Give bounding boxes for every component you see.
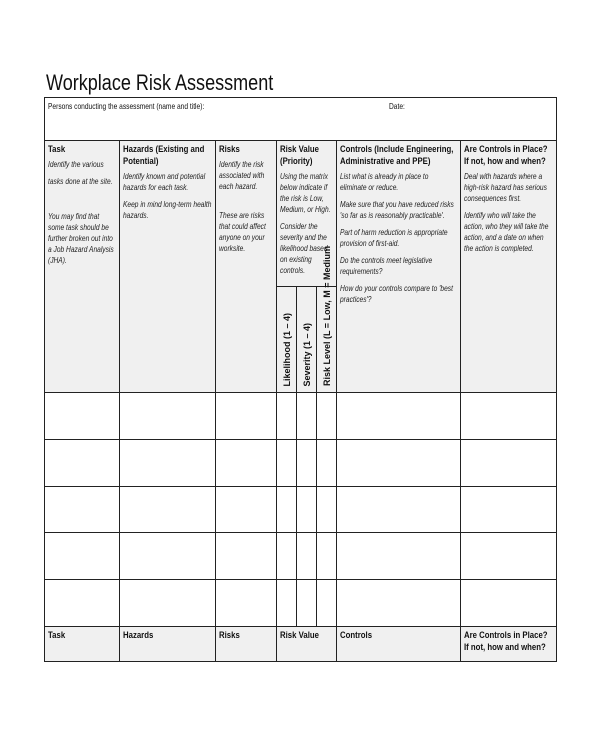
persons-date-field[interactable]: [45, 98, 557, 141]
risks-header-cell: [216, 140, 277, 393]
hint-line: tasks done at the site.: [48, 175, 113, 186]
risks-input-cell[interactable]: [216, 393, 277, 440]
footer-row: [45, 626, 557, 661]
persons-row: [45, 98, 557, 141]
footer-hazards: Hazards: [123, 629, 154, 641]
severity-subcolumn: [296, 287, 316, 393]
hazards-header: Hazards (Existing and Potential): [123, 143, 205, 167]
controls-input-cell[interactable]: [337, 580, 461, 627]
hint-line: Identify the various: [48, 158, 104, 169]
hint-line: Using the matrix below indicate if the risk is Low, Medium, or High.: [280, 170, 331, 214]
hazards-input-cell[interactable]: [120, 393, 216, 440]
controls-input-cell[interactable]: [337, 440, 461, 487]
controls-hint: [340, 171, 457, 305]
controls-header: Controls (Include Engineering, Administrative and PPE): [340, 143, 454, 167]
in-place-input-cell[interactable]: [461, 486, 557, 533]
in-place-header: Are Controls in Place? If not, how and when?: [464, 143, 548, 167]
hint-line: Identify who will take the action, who they will take the action, and a date on when the action is completed.: [464, 209, 549, 253]
controls-input-cell[interactable]: [337, 533, 461, 580]
hazards-input-cell[interactable]: [120, 580, 216, 627]
risk-level-text: Risk Level (L = Low, M = Medium: [321, 246, 332, 387]
severity-label: Severity (1 – 4): [301, 322, 312, 387]
hint-line: Part of harm reduction is appropriate provision of first-aid.: [340, 226, 448, 248]
risk-value-input-cell[interactable]: [277, 533, 337, 580]
document-title: Workplace Risk Assessment: [46, 70, 274, 95]
controls-header-cell: [337, 140, 461, 393]
header-row: [45, 140, 557, 393]
risk-assessment-table: [44, 97, 557, 662]
hint-line: Identify known and potential hazards for each task.: [123, 170, 206, 192]
hazards-hint: [123, 171, 212, 221]
risks-hint: [219, 159, 273, 254]
task-input-cell[interactable]: [45, 533, 120, 580]
task-header: Task: [48, 143, 66, 155]
footer-risk-value: Risk Value: [280, 629, 319, 641]
table-row: [45, 486, 557, 533]
task-hint: [48, 159, 116, 266]
risk-level-subcolumn: [316, 246, 336, 393]
risks-input-cell[interactable]: [216, 533, 277, 580]
hint-line: Make sure that you have reduced risks 'so far as is reasonably practicable'.: [340, 198, 454, 220]
risks-input-cell[interactable]: [216, 440, 277, 487]
hint-line: Do the controls meet legislative requirements?: [340, 254, 433, 276]
hint-line: How do your controls compare to 'best practices'?: [340, 282, 453, 304]
persons-label: Persons conducting the assessment (name and title):: [48, 101, 205, 111]
risk-value-header-cell: [277, 140, 337, 393]
risk-level-label: [322, 246, 332, 386]
hint-line: List what is already in place to eliminate or reduce.: [340, 170, 429, 192]
table-row: [45, 580, 557, 627]
hazards-input-cell[interactable]: [120, 440, 216, 487]
likelihood-subcolumn: [277, 287, 296, 393]
hazards-input-cell[interactable]: [120, 533, 216, 580]
footer-hazards-cell: [120, 626, 216, 661]
risk-value-input-cell[interactable]: [277, 440, 337, 487]
hint-line: Consider the severity and the likelihood based on existing controls.: [280, 220, 328, 275]
in-place-header-cell: [461, 140, 557, 393]
table-row: [45, 533, 557, 580]
in-place-input-cell[interactable]: [461, 580, 557, 627]
task-header-cell: [45, 140, 120, 393]
hint-line: Identify the risk associated with each hazard.: [219, 158, 265, 191]
controls-input-cell[interactable]: [337, 486, 461, 533]
footer-controls-cell: [337, 626, 461, 661]
hint-line: Keep in mind long-term health hazards.: [123, 198, 212, 220]
in-place-input-cell[interactable]: [461, 533, 557, 580]
hint-line: These are risks that could affect anyone on your worksite.: [219, 209, 266, 253]
footer-in-place-cell: [461, 626, 557, 661]
footer-risks: Risks: [219, 629, 240, 641]
footer-risk-value-cell: [277, 626, 337, 661]
risk-value-input-cell[interactable]: [277, 580, 337, 627]
hazards-input-cell[interactable]: [120, 486, 216, 533]
in-place-hint: [464, 171, 553, 254]
in-place-input-cell[interactable]: [461, 393, 557, 440]
footer-task-cell: [45, 626, 120, 661]
hazards-header-cell: [120, 140, 216, 393]
risks-input-cell[interactable]: [216, 580, 277, 627]
risk-value-input-cell[interactable]: [277, 393, 337, 440]
controls-input-cell[interactable]: [337, 393, 461, 440]
hint-line: You may find that some task should be further broken out into a Job Hazard Analysis (JHA).: [48, 210, 114, 265]
footer-risks-cell: [216, 626, 277, 661]
task-input-cell[interactable]: [45, 486, 120, 533]
risks-header: Risks: [219, 143, 240, 155]
task-input-cell[interactable]: [45, 393, 120, 440]
in-place-input-cell[interactable]: [461, 440, 557, 487]
task-input-cell[interactable]: [45, 580, 120, 627]
risks-input-cell[interactable]: [216, 486, 277, 533]
footer-controls: Controls: [340, 629, 373, 641]
task-input-cell[interactable]: [45, 440, 120, 487]
table-row: [45, 440, 557, 487]
hint-line: Deal with hazards where a high-risk hazard has serious consequences first.: [464, 170, 547, 203]
footer-task: Task: [48, 629, 66, 641]
footer-in-place: Are Controls in Place? If not, how and when?: [464, 629, 548, 653]
date-label: Date:: [389, 101, 405, 111]
risk-value-input-cell[interactable]: [277, 486, 337, 533]
table-row: [45, 393, 557, 440]
risk-value-header: Risk Value (Priority): [280, 143, 319, 167]
likelihood-label: Likelihood (1 – 4): [281, 312, 292, 387]
